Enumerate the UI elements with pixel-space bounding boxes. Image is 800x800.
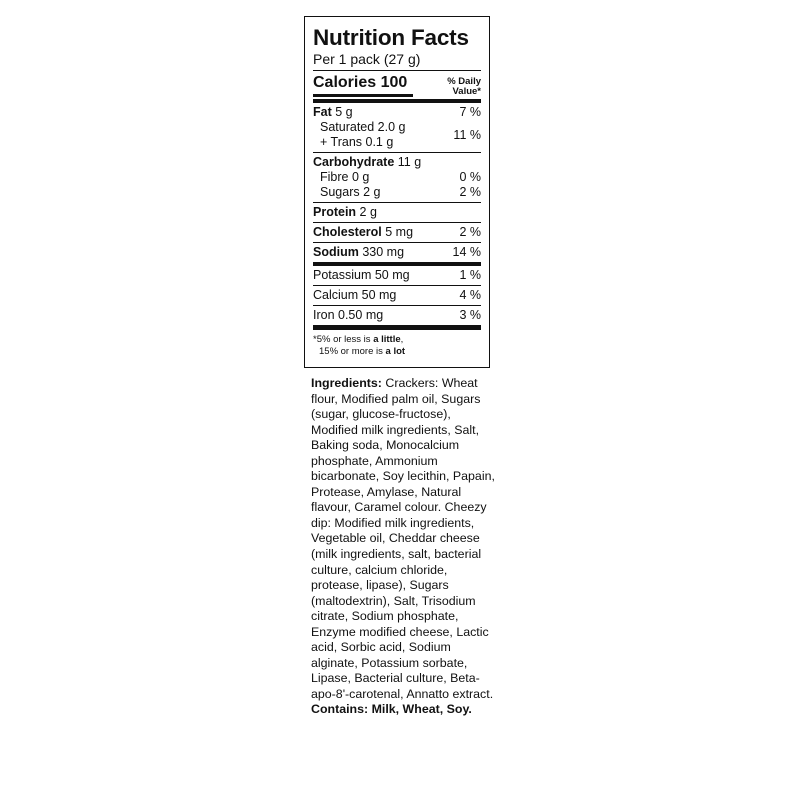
calories-row xyxy=(313,74,481,97)
footnote-line1-prefix: *5% or less is xyxy=(313,334,374,345)
sodium-row xyxy=(313,243,481,262)
nutrition-facts-panel xyxy=(304,16,490,368)
ingredients-heading: Ingredients: xyxy=(311,376,382,390)
fibre-text: Fibre 0 g xyxy=(320,170,370,184)
potassium-dv: 1 % xyxy=(459,268,481,282)
sodium-dv: 14 % xyxy=(452,245,481,259)
cholesterol-dv: 2 % xyxy=(459,225,481,239)
iron-text: Iron 0.50 mg xyxy=(313,308,384,322)
calcium-text: Calcium 50 mg xyxy=(313,288,397,302)
fat-row xyxy=(313,105,481,120)
fibre-dv: 0 % xyxy=(459,170,481,184)
cholesterol-amount: 5 mg xyxy=(385,225,414,239)
protein-row xyxy=(313,203,481,222)
fat-amount: 5 g xyxy=(335,105,353,119)
potassium-row xyxy=(313,266,481,285)
sodium-amount: 330 mg xyxy=(362,245,405,259)
ingredients-block xyxy=(311,376,497,718)
calories-label: Calories 100 xyxy=(313,74,408,91)
protein-name: Protein xyxy=(313,205,357,219)
dv-header-line1: % Daily xyxy=(447,76,481,87)
footnote-line1-bold: a little xyxy=(373,334,401,345)
iron-dv: 3 % xyxy=(459,308,481,322)
sugars-text: Sugars 2 g xyxy=(320,185,381,199)
carbohydrate-name: Carbohydrate xyxy=(313,155,395,169)
footnote-line2-bold: a lot xyxy=(385,346,406,357)
fat-name: Fat xyxy=(313,105,332,119)
saturated-dv: 11 % xyxy=(453,127,481,142)
cholesterol-row xyxy=(313,223,481,242)
trans-line: + Trans 0.1 g xyxy=(320,135,394,149)
fat-group xyxy=(313,103,481,152)
footnote xyxy=(313,330,481,358)
fibre-row xyxy=(313,170,481,185)
footnote-line1 xyxy=(313,334,481,346)
potassium-text: Potassium 50 mg xyxy=(313,268,410,282)
saturated-line1: Saturated 2.0 g xyxy=(320,120,406,134)
calcium-row xyxy=(313,286,481,305)
nutrition-title: Nutrition Facts xyxy=(313,25,469,50)
daily-value-header xyxy=(447,74,481,97)
divider xyxy=(313,70,481,71)
dv-header-line2: Value* xyxy=(452,86,481,97)
cholesterol-name: Cholesterol xyxy=(313,225,382,239)
carb-group xyxy=(313,153,481,202)
carbohydrate-row xyxy=(313,155,481,170)
calories-underline xyxy=(313,94,413,97)
serving-size: Per 1 pack (27 g) xyxy=(313,51,421,67)
iron-row xyxy=(313,306,481,325)
ingredients-text: Crackers: Wheat flour, Modified palm oil, Sugars (sugar, glucose-fructose), Modified milk ingredients, Salt, Baking soda, Monocalcium phosphate, Ammonium bicarbonate, Soy lecithin, Papain, Protease, Amylase, Natural flavour, Caramel colour. Cheezy dip: Modified milk ingredients, Vegetable oil, Cheddar cheese (milk ingredients, salt, bacterial culture, calcium chloride, protease, lipase), Sugars (maltodextrin), Salt, Trisodium citrate, Sodium phosphate, Enzyme modified cheese, Lactic acid, Sorbic acid, Sodium alginate, Potassium sorbate, Lipase, Bacterial culture, Beta-apo-8'-carotenal, Annatto extract. xyxy=(311,376,495,701)
sodium-name: Sodium xyxy=(313,245,359,259)
fat-dv: 7 % xyxy=(459,105,481,119)
footnote-line2-prefix: 15% or more is xyxy=(319,346,386,357)
saturated-row xyxy=(313,120,481,150)
carbohydrate-amount: 11 g xyxy=(397,155,422,169)
footnote-line1-suffix: , xyxy=(400,334,404,345)
sugars-row xyxy=(313,185,481,200)
sugars-dv: 2 % xyxy=(459,185,481,199)
allergen-statement: Contains: Milk, Wheat, Soy. xyxy=(311,702,472,717)
protein-amount: 2 g xyxy=(359,205,377,219)
calcium-dv: 4 % xyxy=(459,288,481,302)
footnote-line2 xyxy=(313,346,481,358)
ingredients-text-block xyxy=(311,376,497,702)
